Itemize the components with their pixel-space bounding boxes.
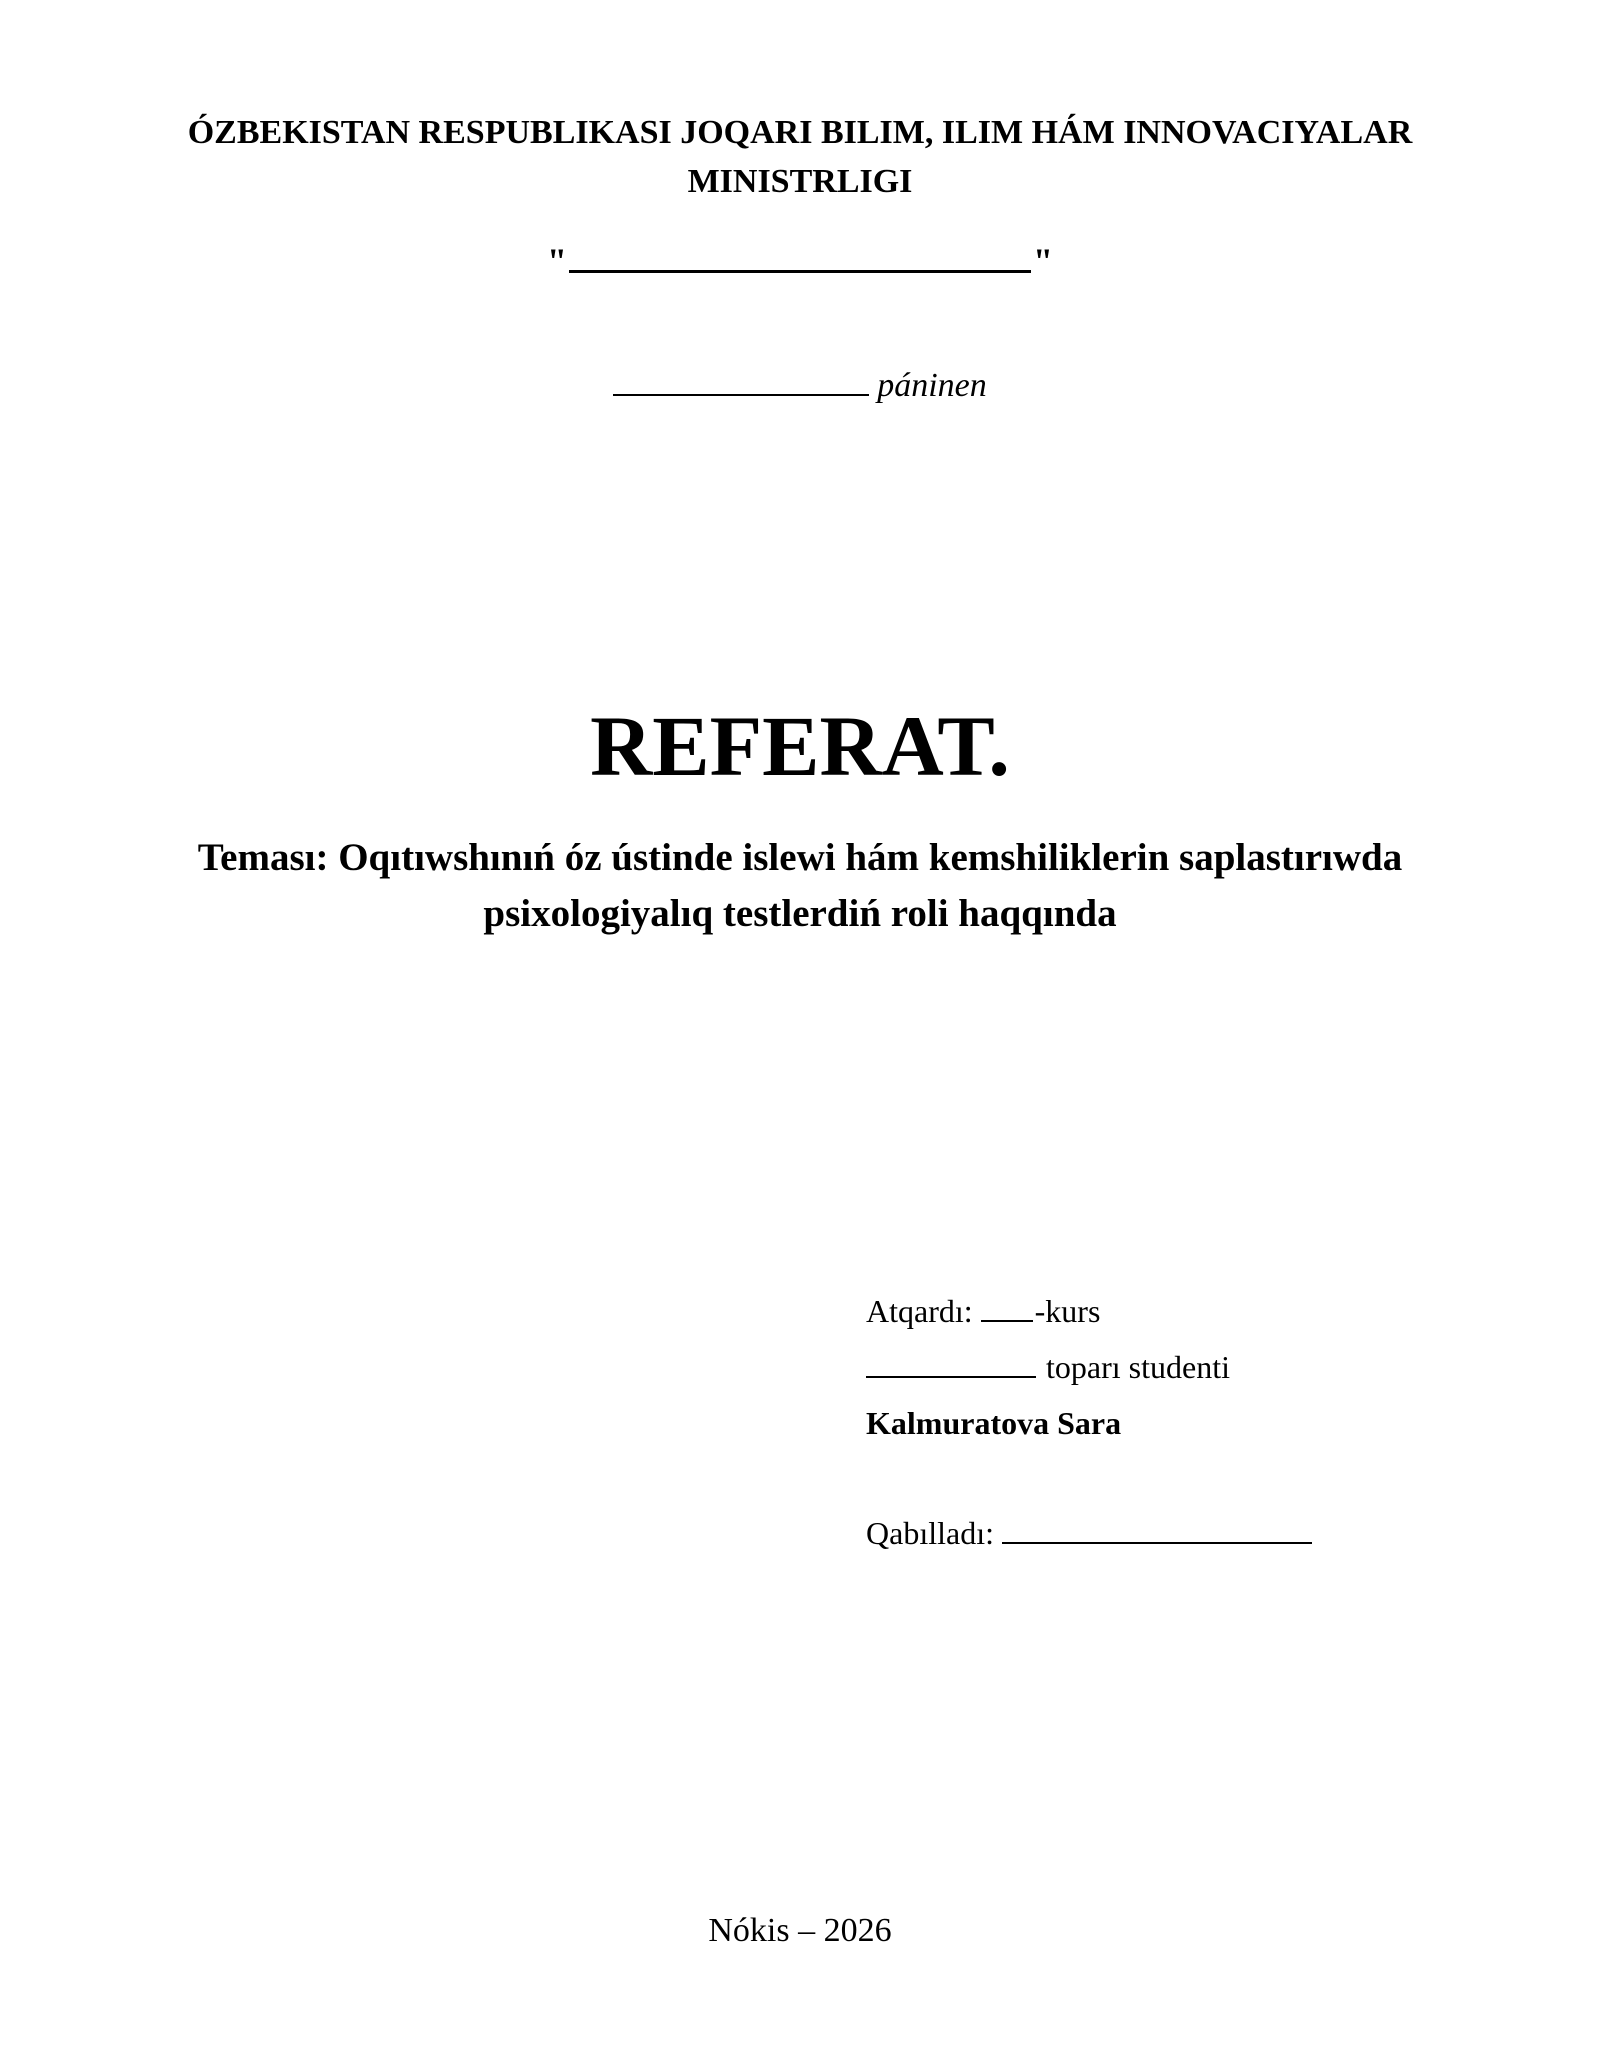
subject-blank-line [613, 364, 869, 396]
author-info-block [866, 1290, 1566, 1568]
quote-close: " [1033, 241, 1053, 281]
accepted-label: Qabılladı: [866, 1515, 994, 1551]
group-row [866, 1346, 1566, 1388]
institution-name-field [0, 230, 1600, 283]
city-year: Nókis – 2026 [708, 1912, 892, 1949]
ministry-line-2: MINISTRLIGI [687, 163, 913, 200]
topic-line-2: psixologiyalıq testlerdiń roli haqqında [483, 892, 1117, 935]
course-blank-line [981, 1290, 1033, 1322]
subject-label: páninen [877, 367, 987, 404]
ministry-line-1: ÓZBEKISTAN RESPUBLIKASI JOQARI BILIM, ILIM HÁM INNOVACIYALAR [187, 114, 1413, 151]
institution-blank-line [569, 230, 1031, 273]
group-suffix: toparı studenti [1046, 1349, 1230, 1385]
topic-line-1: Teması: Oqıtıwshınıń óz ústinde islewi hám kemshiliklerin saplastırıwda [197, 836, 1403, 879]
prepared-label: Atqardı: [866, 1293, 973, 1329]
topic-heading [120, 830, 1480, 942]
quote-open: " [547, 241, 567, 281]
student-name: Kalmuratova Sara [866, 1405, 1122, 1441]
accepted-blank-line [1002, 1512, 1312, 1544]
group-blank-line [866, 1346, 1036, 1378]
student-name-row [866, 1402, 1566, 1444]
course-suffix: -kurs [1034, 1293, 1101, 1329]
accepted-by-row [866, 1512, 1566, 1554]
subject-field [0, 364, 1600, 407]
prepared-by-row [866, 1290, 1566, 1332]
document-title: REFERAT. [590, 698, 1010, 794]
ministry-heading [100, 108, 1500, 206]
